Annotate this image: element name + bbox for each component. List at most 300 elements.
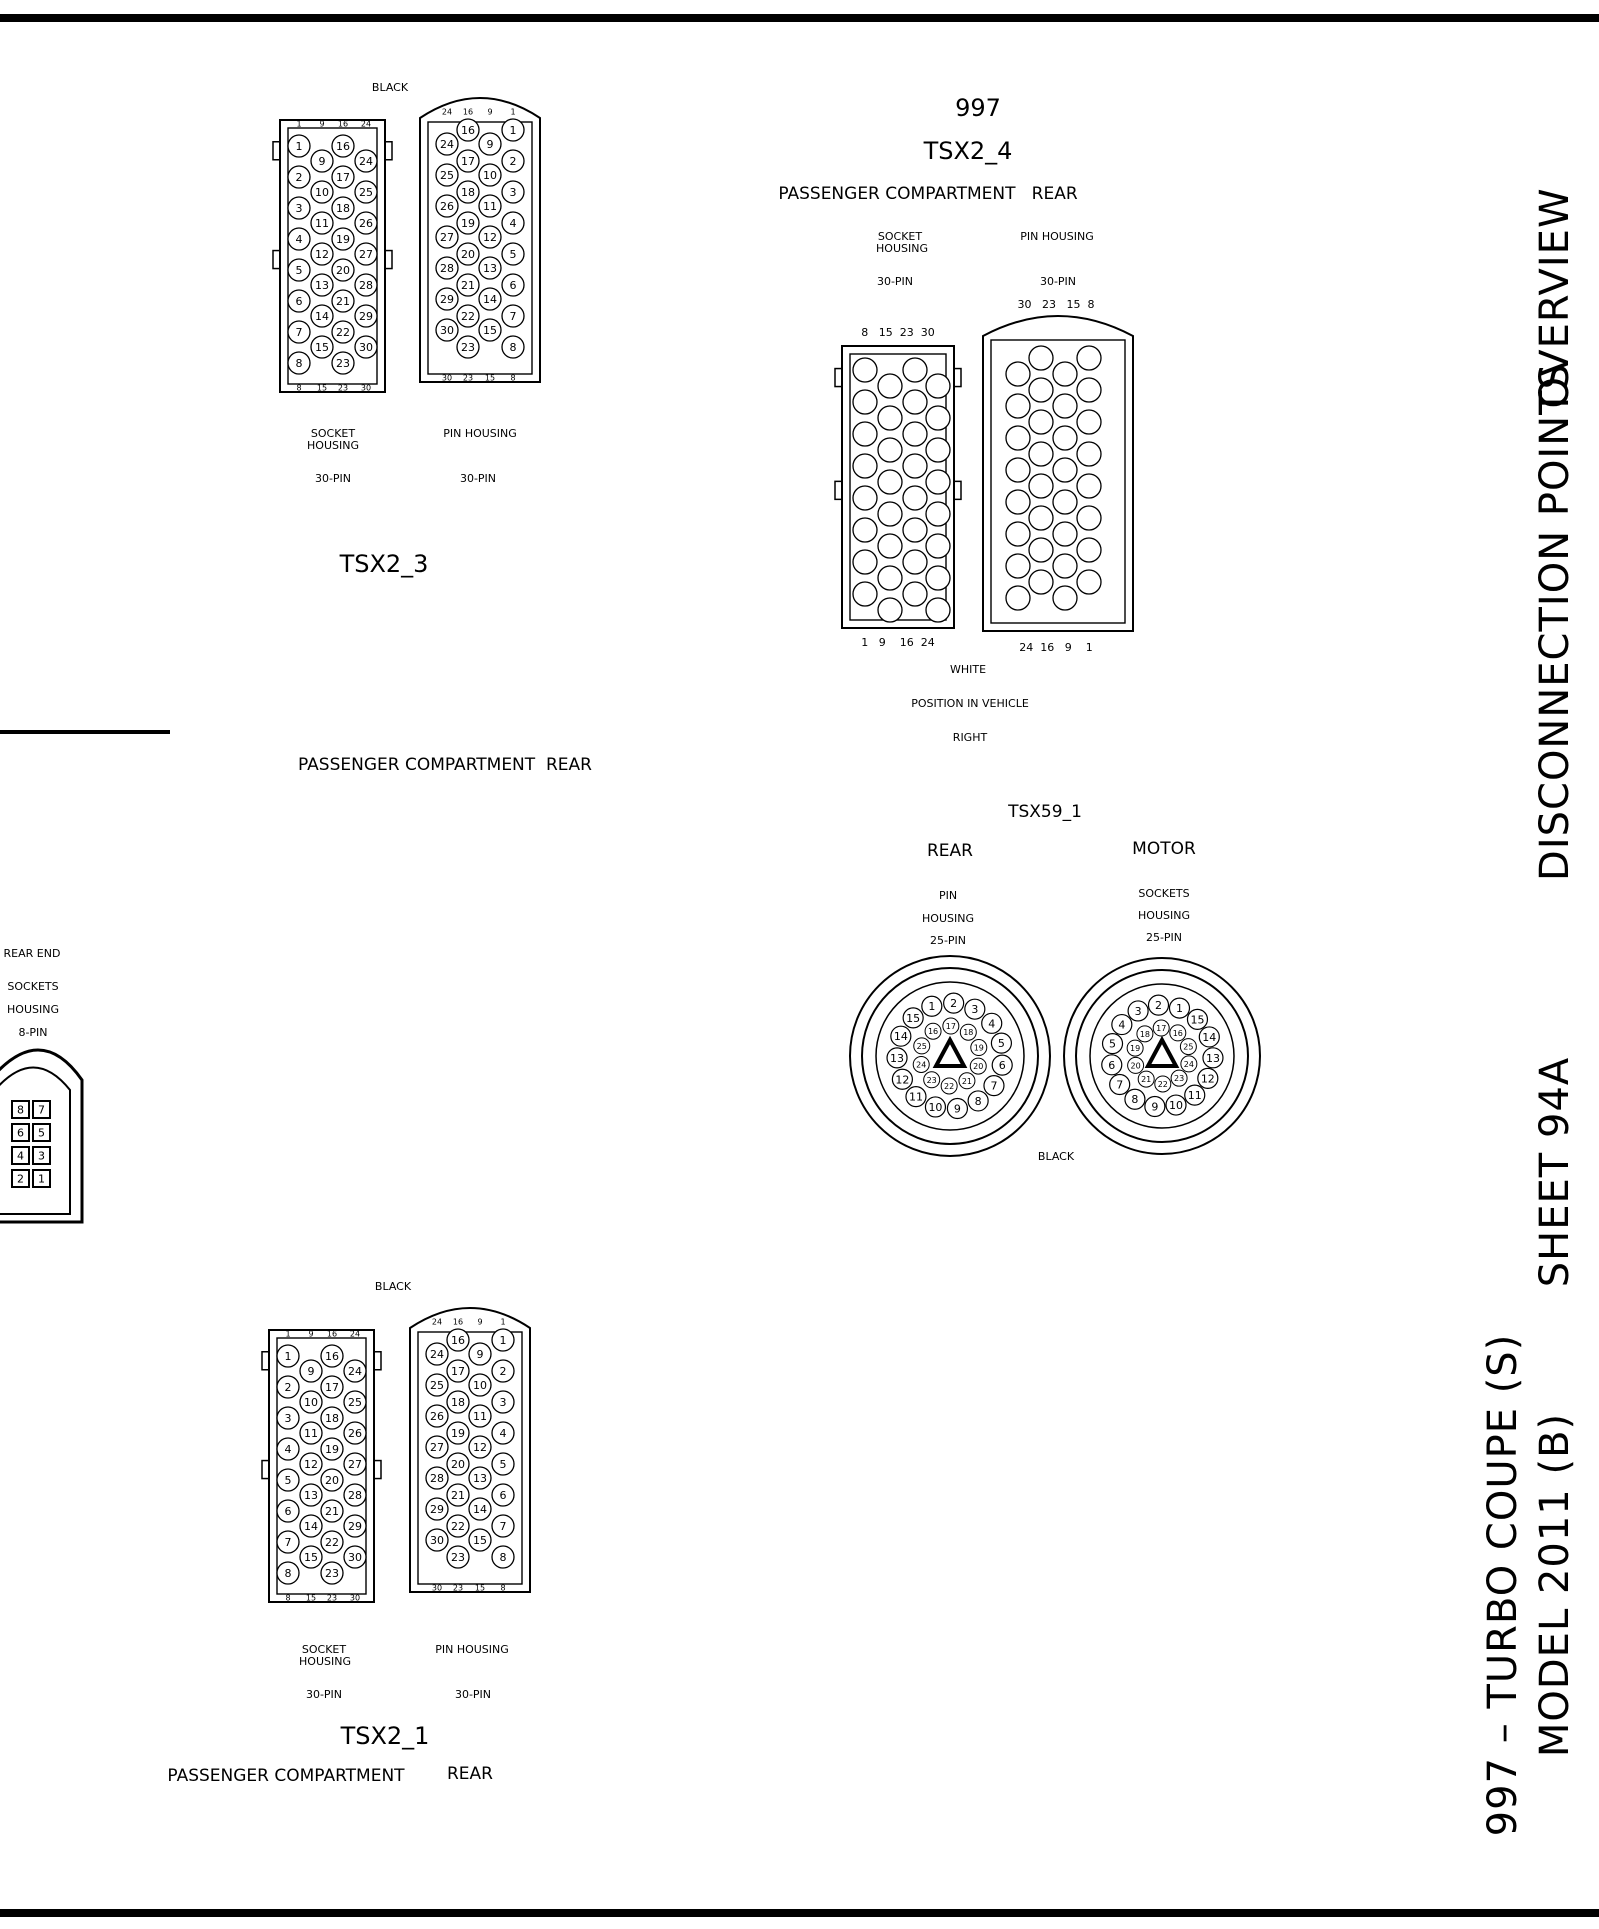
pin-label-1: 1 <box>295 140 303 153</box>
tsx59-1-right-label-3: 25-PIN <box>1145 931 1183 944</box>
pin-label-1: 1 <box>499 1334 507 1347</box>
pin-blank <box>1029 474 1053 498</box>
pin-label-11: 11 <box>483 200 497 213</box>
pin-label-4: 4 <box>295 233 303 246</box>
connector-tsx2-1 <box>167 1280 530 1786</box>
pin-label-24: 24 <box>348 1365 362 1378</box>
pin-label-23: 23 <box>325 1567 339 1580</box>
edge-top-24: 24 <box>349 1329 361 1339</box>
tsx2-4-pin-top-numbers: 30 23 15 8 <box>1017 298 1095 311</box>
pin-blank <box>926 406 950 430</box>
round-pin-label-14: 14 <box>1202 1030 1217 1044</box>
round-pin-label-1: 1 <box>928 1000 936 1014</box>
round-pin-label-17: 17 <box>1156 1024 1167 1034</box>
edge-top-1: 1 <box>296 119 302 129</box>
tsx2-3-location: PASSENGER COMPARTMENT REAR <box>298 755 592 775</box>
pin-blank <box>1029 346 1053 370</box>
latch-right-top <box>374 1352 381 1370</box>
pin-label-22: 22 <box>325 1536 339 1549</box>
pin-label-13: 13 <box>315 279 329 292</box>
round-pin-label-2: 2 <box>1154 999 1162 1013</box>
eight-pin-label-2: 2 <box>17 1172 24 1186</box>
round-pin-label-4: 4 <box>988 1017 996 1031</box>
pin-label-9: 9 <box>307 1365 315 1378</box>
pin-label-25: 25 <box>440 169 454 182</box>
eight-pin-label-5: 5 <box>38 1126 45 1140</box>
pin-label-21: 21 <box>461 279 475 292</box>
round-pin-label-23: 23 <box>1173 1074 1185 1084</box>
pin-label-23: 23 <box>461 341 475 354</box>
round-pin-label-16: 16 <box>927 1027 939 1037</box>
round-pin-label-20: 20 <box>973 1062 984 1072</box>
round-pin-label-18: 18 <box>1139 1029 1151 1039</box>
pin-label-26: 26 <box>359 217 373 230</box>
tsx2-4-color: WHITE <box>949 663 987 676</box>
pin-blank <box>926 374 950 398</box>
latch-left-mid <box>262 1461 269 1479</box>
pin-label-14: 14 <box>304 1520 318 1533</box>
pin-label-4: 4 <box>284 1443 292 1456</box>
pin-label-27: 27 <box>359 248 373 261</box>
tsx2-4-position-value: RIGHT <box>952 731 988 744</box>
pin-blank <box>903 486 927 510</box>
pin-blank <box>903 390 927 414</box>
pin-label-16: 16 <box>451 1334 465 1347</box>
pin-label-5: 5 <box>509 248 517 261</box>
pin-label-12: 12 <box>473 1441 487 1454</box>
round-pin-label-24: 24 <box>1183 1059 1194 1069</box>
pin-blank <box>903 454 927 478</box>
pin-label-18: 18 <box>336 202 350 215</box>
pin-label-19: 19 <box>451 1427 465 1440</box>
pin-blank <box>1029 378 1053 402</box>
pin-blank <box>1029 506 1053 530</box>
pin-label-29: 29 <box>348 1520 362 1533</box>
pin-blank <box>1077 442 1101 466</box>
pin-label-26: 26 <box>430 1410 444 1423</box>
tsx2-3-socket-housing <box>273 120 392 393</box>
pin-label-29: 29 <box>430 1503 444 1516</box>
pin-label-20: 20 <box>461 248 475 261</box>
pin-label-2: 2 <box>284 1381 292 1394</box>
round-pin-label-13: 13 <box>1205 1051 1220 1065</box>
pin-label-1: 1 <box>284 1350 292 1363</box>
round-pin-label-10: 10 <box>1169 1099 1184 1113</box>
pin-blank <box>1053 522 1077 546</box>
latch-left-top <box>273 142 280 160</box>
pin-label-14: 14 <box>473 1503 487 1516</box>
pin-blank <box>1077 474 1101 498</box>
tsx2-3-title: TSX2_3 <box>339 550 429 578</box>
pin-label-11: 11 <box>473 1410 487 1423</box>
tsx2-4-socket-label-2: HOUSING <box>876 242 928 255</box>
pin-label-9: 9 <box>486 138 494 151</box>
pin-label-21: 21 <box>451 1489 465 1502</box>
pin-blank <box>1006 394 1030 418</box>
tsx2-3-color: BLACK <box>371 81 409 94</box>
tsx2-1-color: BLACK <box>374 1280 412 1293</box>
pin-label-23: 23 <box>336 357 350 370</box>
pin-blank <box>1006 586 1030 610</box>
tsx59-1-right-label-2: HOUSING <box>1138 909 1190 922</box>
pin-label-2: 2 <box>295 171 303 184</box>
pin-label-12: 12 <box>315 248 329 261</box>
round-pin-label-9: 9 <box>953 1102 961 1116</box>
edge-top-16: 16 <box>326 1329 338 1339</box>
round-pin-label-3: 3 <box>1134 1004 1142 1018</box>
pin-label-8: 8 <box>499 1551 507 1564</box>
tsx2-4-socket-bottom-numbers: 1 9 16 24 <box>861 636 935 649</box>
title-overview: OVERVIEW <box>1532 187 1578 409</box>
tsx2-1-title: TSX2_1 <box>340 1722 430 1750</box>
latch-left-mid <box>273 251 280 269</box>
pin-label-3: 3 <box>499 1396 507 1409</box>
pin-label-30: 30 <box>359 341 373 354</box>
tsx2-1-location-left: PASSENGER COMPARTMENT <box>167 1766 405 1786</box>
tsx2-4-socket-housing <box>835 346 961 628</box>
tsx2-3-socket-count: 30-PIN <box>314 472 352 485</box>
edge-bottom-30: 30 <box>349 1593 361 1603</box>
title-block <box>1480 187 1578 1836</box>
pin-label-13: 13 <box>473 1472 487 1485</box>
pin-label-7: 7 <box>499 1520 507 1533</box>
pin-blank <box>1053 426 1077 450</box>
pin-blank <box>1006 458 1030 482</box>
round-pin-label-15: 15 <box>1190 1013 1205 1027</box>
rear-end-label-2: SOCKETS <box>7 980 59 993</box>
edge-top-1: 1 <box>500 1317 506 1327</box>
round-pin-label-9: 9 <box>1151 1100 1159 1114</box>
pin-label-29: 29 <box>359 310 373 323</box>
pin-label-17: 17 <box>336 171 350 184</box>
tsx2-1-socket-count: 30-PIN <box>305 1688 343 1701</box>
pin-label-30: 30 <box>440 324 454 337</box>
pin-blank <box>878 566 902 590</box>
tsx2-3-pin-housing <box>420 98 540 383</box>
pin-label-22: 22 <box>336 326 350 339</box>
pin-label-8: 8 <box>295 357 303 370</box>
eight-pin-label-8: 8 <box>17 1103 24 1117</box>
pin-label-25: 25 <box>359 186 373 199</box>
edge-top-9: 9 <box>319 119 325 129</box>
round-pin-label-8: 8 <box>974 1094 982 1108</box>
tsx2-4-pin-label: PIN HOUSING <box>1020 230 1094 243</box>
round-pin-label-10: 10 <box>928 1100 943 1114</box>
pin-label-8: 8 <box>509 341 517 354</box>
pin-blank <box>1077 506 1101 530</box>
pin-blank <box>1077 378 1101 402</box>
edge-bottom-15: 15 <box>484 373 496 383</box>
round-pin-label-20: 20 <box>1130 1061 1141 1071</box>
edge-top-1: 1 <box>510 107 516 117</box>
pin-label-4: 4 <box>509 217 517 230</box>
pin-label-7: 7 <box>509 310 517 323</box>
pin-label-3: 3 <box>295 202 303 215</box>
pin-label-10: 10 <box>315 186 329 199</box>
tsx2-1-pin-label: PIN HOUSING <box>435 1643 509 1656</box>
pin-label-28: 28 <box>430 1472 444 1485</box>
tsx59-1-left-title: REAR <box>927 841 973 861</box>
pin-label-15: 15 <box>315 341 329 354</box>
tsx59-1-motor-socket-housing <box>1064 958 1260 1154</box>
pin-label-6: 6 <box>295 295 303 308</box>
pin-label-26: 26 <box>348 1427 362 1440</box>
round-pin-label-18: 18 <box>963 1028 974 1038</box>
pin-blank <box>1053 458 1077 482</box>
pin-label-24: 24 <box>440 138 454 151</box>
pin-blank <box>903 358 927 382</box>
pin-label-25: 25 <box>430 1379 444 1392</box>
title-sheet: SHEET 94A <box>1532 1056 1578 1288</box>
pin-label-18: 18 <box>461 186 475 199</box>
pin-blank <box>878 406 902 430</box>
pin-label-27: 27 <box>348 1458 362 1471</box>
pin-blank <box>878 438 902 462</box>
round-pin-label-21: 21 <box>1141 1075 1152 1085</box>
pin-blank <box>853 454 877 478</box>
round-pin-label-14: 14 <box>893 1030 908 1044</box>
round-pin-label-5: 5 <box>1109 1037 1117 1051</box>
round-pin-label-1: 1 <box>1175 1002 1183 1016</box>
pin-blank <box>1077 410 1101 434</box>
pin-label-1: 1 <box>509 124 517 137</box>
pin-blank <box>903 518 927 542</box>
pin-blank <box>878 470 902 494</box>
edge-top-24: 24 <box>431 1317 443 1327</box>
round-pin-label-12: 12 <box>895 1073 910 1087</box>
round-pin-label-5: 5 <box>997 1037 1005 1051</box>
pin-label-24: 24 <box>359 155 373 168</box>
pin-blank <box>878 374 902 398</box>
edge-top-16: 16 <box>337 119 349 129</box>
round-pin-label-6: 6 <box>1108 1058 1116 1072</box>
edge-top-9: 9 <box>308 1329 314 1339</box>
pin-label-10: 10 <box>483 169 497 182</box>
pin-label-2: 2 <box>509 155 517 168</box>
pin-label-7: 7 <box>295 326 303 339</box>
pin-blank <box>903 422 927 446</box>
round-pin-label-16: 16 <box>1172 1028 1183 1038</box>
pin-blank <box>1006 490 1030 514</box>
pin-label-19: 19 <box>336 233 350 246</box>
rear-end-8pin-housing <box>0 1050 82 1222</box>
eight-pin-label-4: 4 <box>17 1149 24 1163</box>
tsx2-1-socket-label-2: HOUSING <box>299 1655 351 1668</box>
pin-blank <box>853 550 877 574</box>
pin-blank <box>1077 346 1101 370</box>
round-pin-label-25: 25 <box>1183 1042 1194 1052</box>
pin-blank <box>1053 490 1077 514</box>
latch-right-mid <box>374 1461 381 1479</box>
pin-label-5: 5 <box>295 264 303 277</box>
pin-blank <box>926 470 950 494</box>
tsx2-4-pin-housing <box>983 316 1133 631</box>
edge-bottom-23: 23 <box>452 1583 464 1593</box>
pin-label-28: 28 <box>348 1489 362 1502</box>
pin-label-2: 2 <box>499 1365 507 1378</box>
pin-label-12: 12 <box>483 231 497 244</box>
edge-bottom-8: 8 <box>296 383 302 393</box>
pin-blank <box>1029 538 1053 562</box>
pin-label-20: 20 <box>451 1458 465 1471</box>
pin-label-30: 30 <box>348 1551 362 1564</box>
rear-end-label-1: REAR END <box>3 947 61 960</box>
tsx2-4-title: TSX2_4 <box>923 137 1013 165</box>
tsx2-3-pin-label: PIN HOUSING <box>443 427 517 440</box>
round-pin-label-11: 11 <box>908 1090 923 1104</box>
edge-bottom-30: 30 <box>441 373 453 383</box>
model-label: 997 <box>955 94 1001 122</box>
pin-label-4: 4 <box>499 1427 507 1440</box>
tsx2-1-socket-housing <box>262 1330 381 1603</box>
pin-blank <box>1006 522 1030 546</box>
pin-blank <box>926 534 950 558</box>
tsx2-1-location-right: REAR <box>447 1764 493 1784</box>
pin-label-28: 28 <box>359 279 373 292</box>
tsx2-3-pin-count: 30-PIN <box>459 472 497 485</box>
latch-left-mid <box>835 481 842 499</box>
pin-blank <box>1006 362 1030 386</box>
edge-bottom-8: 8 <box>285 1593 291 1603</box>
latch-right-top <box>385 142 392 160</box>
round-pin-label-2: 2 <box>950 997 958 1011</box>
pin-label-21: 21 <box>336 295 350 308</box>
latch-left-top <box>835 369 842 387</box>
left-divider-line <box>0 730 170 734</box>
pin-label-29: 29 <box>440 293 454 306</box>
tsx2-3-socket-label-1: SOCKET <box>310 427 356 440</box>
pin-blank <box>1006 426 1030 450</box>
edge-bottom-15: 15 <box>316 383 328 393</box>
edge-top-16: 16 <box>452 1317 464 1327</box>
pin-blank <box>878 598 902 622</box>
pin-blank <box>853 358 877 382</box>
round-pin-label-22: 22 <box>944 1081 955 1091</box>
pin-label-11: 11 <box>315 217 329 230</box>
tsx2-4-position-label: POSITION IN VEHICLE <box>911 697 1029 710</box>
tsx59-1-title: TSX59_1 <box>1008 802 1082 822</box>
connector-rear-end-8pin <box>0 947 82 1222</box>
pin-label-11: 11 <box>304 1427 318 1440</box>
pin-label-9: 9 <box>318 155 326 168</box>
bottom-border <box>0 1909 1599 1917</box>
rear-end-label-4: 8-PIN <box>18 1026 48 1039</box>
latch-right-top <box>954 369 961 387</box>
tsx2-4-socket-top-numbers: 8 15 23 30 <box>861 326 935 339</box>
tsx2-3-socket-label-2: HOUSING <box>307 439 359 452</box>
pin-blank <box>1053 586 1077 610</box>
pin-label-22: 22 <box>451 1520 465 1533</box>
tsx59-1-left-label-3: 25-PIN <box>929 934 967 947</box>
pin-label-18: 18 <box>325 1412 339 1425</box>
tsx59-1-left-label-1: PIN <box>938 889 958 902</box>
pin-blank <box>878 534 902 558</box>
tsx2-4-socket-label-1: SOCKET <box>877 230 923 243</box>
round-pin-label-15: 15 <box>906 1011 921 1025</box>
latch-right-mid <box>954 481 961 499</box>
pin-label-19: 19 <box>461 217 475 230</box>
tsx59-1-rear-pin-housing <box>850 956 1050 1156</box>
round-pin-label-6: 6 <box>998 1059 1006 1073</box>
title-vehicle: 997 – TURBO COUPE (S) <box>1480 1333 1526 1837</box>
pin-blank <box>926 502 950 526</box>
pin-label-28: 28 <box>440 262 454 275</box>
tsx2-4-pin-count: 30-PIN <box>1039 275 1077 288</box>
tsx2-4-pin-bottom-numbers: 24 16 9 1 <box>1019 641 1093 654</box>
round-pin-label-19: 19 <box>1130 1044 1141 1054</box>
pin-label-15: 15 <box>483 324 497 337</box>
round-pin-label-12: 12 <box>1200 1072 1215 1086</box>
round-pin-label-11: 11 <box>1187 1089 1202 1103</box>
title-disconnection-points: DISCONNECTION POINTS <box>1532 363 1578 881</box>
tsx59-1-right-label-1: SOCKETS <box>1138 887 1190 900</box>
edge-bottom-30: 30 <box>431 1583 443 1593</box>
edge-top-9: 9 <box>477 1317 483 1327</box>
pin-label-7: 7 <box>284 1536 292 1549</box>
pin-blank <box>1006 554 1030 578</box>
eight-pin-label-6: 6 <box>17 1126 24 1140</box>
edge-bottom-23: 23 <box>337 383 349 393</box>
pin-label-10: 10 <box>304 1396 318 1409</box>
tsx59-1-color: BLACK <box>1037 1150 1075 1163</box>
pin-label-15: 15 <box>304 1551 318 1564</box>
pin-blank <box>853 422 877 446</box>
connector-tsx59-1 <box>850 802 1260 1163</box>
tsx2-1-pin-count: 30-PIN <box>454 1688 492 1701</box>
pin-label-13: 13 <box>483 262 497 275</box>
pin-label-17: 17 <box>461 155 475 168</box>
edge-bottom-8: 8 <box>510 373 516 383</box>
round-pin-label-13: 13 <box>890 1051 905 1065</box>
round-pin-label-4: 4 <box>1118 1018 1126 1032</box>
round-pin-label-22: 22 <box>1157 1079 1168 1089</box>
round-pin-label-25: 25 <box>916 1041 927 1051</box>
pin-label-26: 26 <box>440 200 454 213</box>
pin-label-16: 16 <box>336 140 350 153</box>
pin-label-9: 9 <box>476 1348 484 1361</box>
pin-label-24: 24 <box>430 1348 444 1361</box>
edge-bottom-15: 15 <box>305 1593 317 1603</box>
round-pin-label-24: 24 <box>916 1060 927 1070</box>
tsx2-4-location: PASSENGER COMPARTMENT REAR <box>778 184 1078 204</box>
round-pin-label-17: 17 <box>945 1022 956 1032</box>
pin-blank <box>853 582 877 606</box>
round-pin-label-7: 7 <box>990 1079 998 1093</box>
eight-pin-label-7: 7 <box>38 1103 45 1117</box>
round-pin-label-7: 7 <box>1116 1078 1124 1092</box>
pin-label-23: 23 <box>451 1551 465 1564</box>
pin-blank <box>1029 442 1053 466</box>
round-pin-label-23: 23 <box>926 1075 937 1085</box>
round-pin-label-3: 3 <box>971 1003 979 1017</box>
pin-blank <box>926 438 950 462</box>
pin-blank <box>878 502 902 526</box>
edge-top-16: 16 <box>462 107 474 117</box>
latch-left-top <box>262 1352 269 1370</box>
pin-label-8: 8 <box>284 1567 292 1580</box>
edge-bottom-15: 15 <box>474 1583 486 1593</box>
pin-blank <box>1077 570 1101 594</box>
pin-blank <box>1053 362 1077 386</box>
pin-blank <box>853 518 877 542</box>
tsx59-1-left-label-2: HOUSING <box>922 912 974 925</box>
edge-bottom-23: 23 <box>462 373 474 383</box>
connector-tsx2-4 <box>778 94 1133 744</box>
pin-label-21: 21 <box>325 1505 339 1518</box>
pin-label-5: 5 <box>499 1458 507 1471</box>
pin-label-20: 20 <box>325 1474 339 1487</box>
pin-label-27: 27 <box>440 231 454 244</box>
